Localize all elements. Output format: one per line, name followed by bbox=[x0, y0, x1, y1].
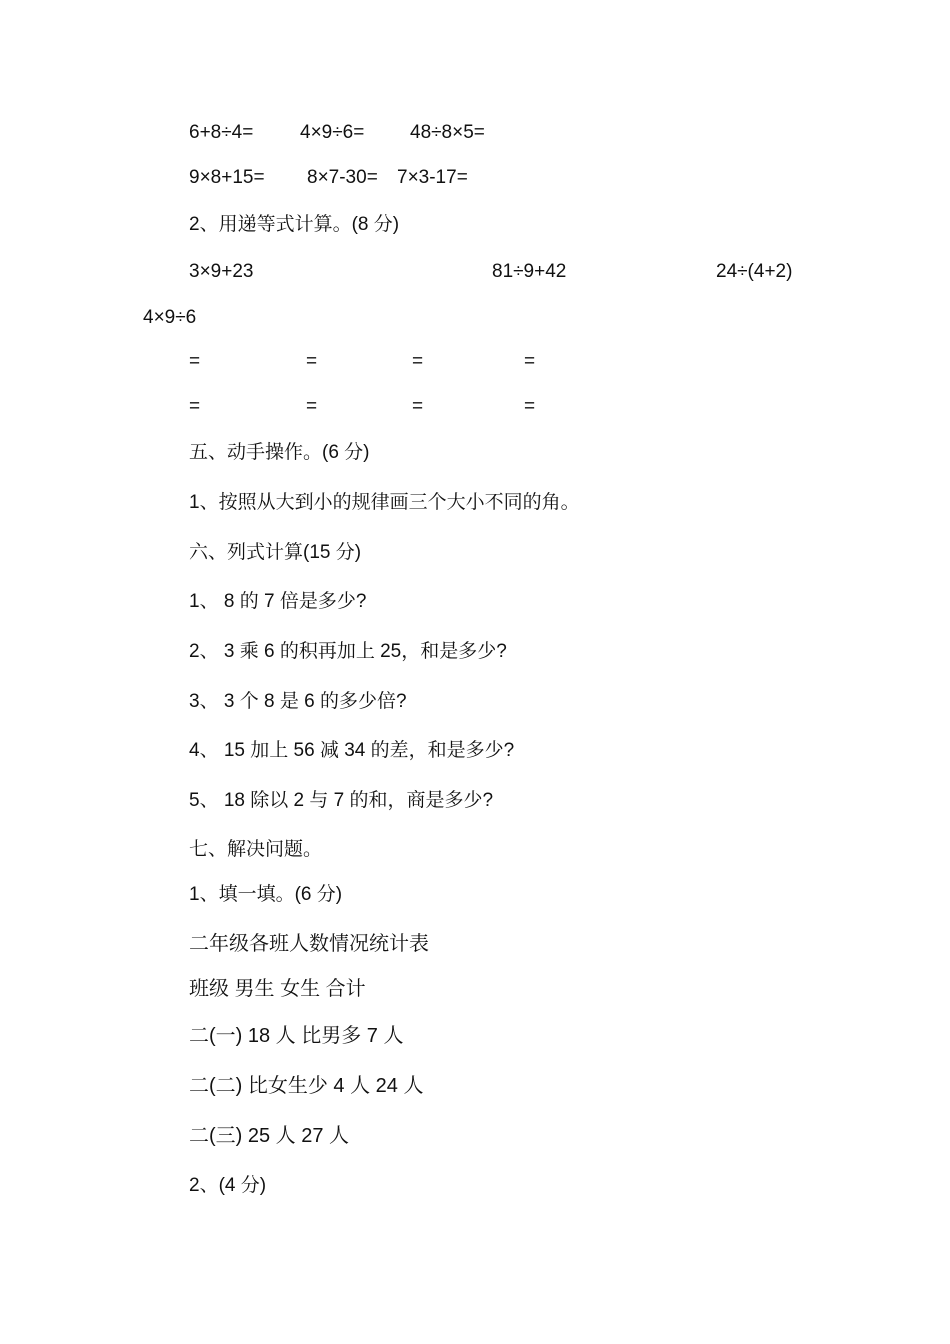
equals-sign: = bbox=[412, 351, 424, 372]
section6-question: 5、 18 除以 2 与 7 的和，商是多少? bbox=[189, 790, 494, 811]
problem-4-9-6: 4×9÷6 bbox=[143, 307, 197, 328]
equals-sign: = bbox=[306, 351, 318, 372]
stepwise-title: 2、用递等式计算。(8 分) bbox=[189, 214, 400, 235]
equals-sign: = bbox=[412, 396, 424, 417]
section6-question: 1、 8 的 7 倍是多少? bbox=[189, 591, 367, 612]
equals-sign: = bbox=[306, 396, 318, 417]
problem-3-9-23: 3×9+23 bbox=[189, 261, 254, 282]
table-row: 二(二) 比女生少 4 人 24 人 bbox=[189, 1075, 424, 1097]
expr-6-8-4: 6+8÷4= bbox=[189, 122, 254, 143]
section6-title: 六、列式计算(15 分) bbox=[189, 542, 362, 563]
section7-question-2-title: 2、(4 分) bbox=[189, 1175, 267, 1196]
problem-24-4-2: 24÷(4+2) bbox=[716, 261, 793, 282]
section7-title: 七、解决问题。 bbox=[189, 839, 323, 860]
table-row: 二(三) 25 人 27 人 bbox=[189, 1125, 350, 1147]
table-header: 班级 男生 女生 合计 bbox=[189, 978, 366, 1000]
expr-9-8-15: 9×8+15= bbox=[189, 167, 265, 188]
table-title: 二年级各班人数情况统计表 bbox=[189, 933, 429, 955]
equals-sign: = bbox=[189, 396, 201, 417]
equals-sign: = bbox=[189, 351, 201, 372]
expr-4-9-6: 4×9÷6= bbox=[300, 122, 365, 143]
equals-sign: = bbox=[524, 351, 536, 372]
problem-81-9-42: 81÷9+42 bbox=[492, 261, 567, 282]
table-row: 二(一) 18 人 比男多 7 人 bbox=[189, 1025, 404, 1047]
section6-question: 2、 3 乘 6 的积再加上 25，和是多少? bbox=[189, 641, 507, 662]
expr-48-8-5: 48÷8×5= bbox=[410, 122, 485, 143]
section5-title: 五、动手操作。(6 分) bbox=[189, 442, 370, 463]
expr-7-3-17: 7×3-17= bbox=[397, 167, 468, 188]
section6-question: 3、 3 个 8 是 6 的多少倍? bbox=[189, 691, 407, 712]
section5-question-1: 1、按照从大到小的规律画三个大小不同的角。 bbox=[189, 492, 580, 513]
expr-8-7-30: 8×7-30= bbox=[307, 167, 378, 188]
equals-sign: = bbox=[524, 396, 536, 417]
section6-question: 4、 15 加上 56 减 34 的差，和是多少? bbox=[189, 740, 515, 761]
section7-question-1-title: 1、填一填。(6 分) bbox=[189, 884, 343, 905]
